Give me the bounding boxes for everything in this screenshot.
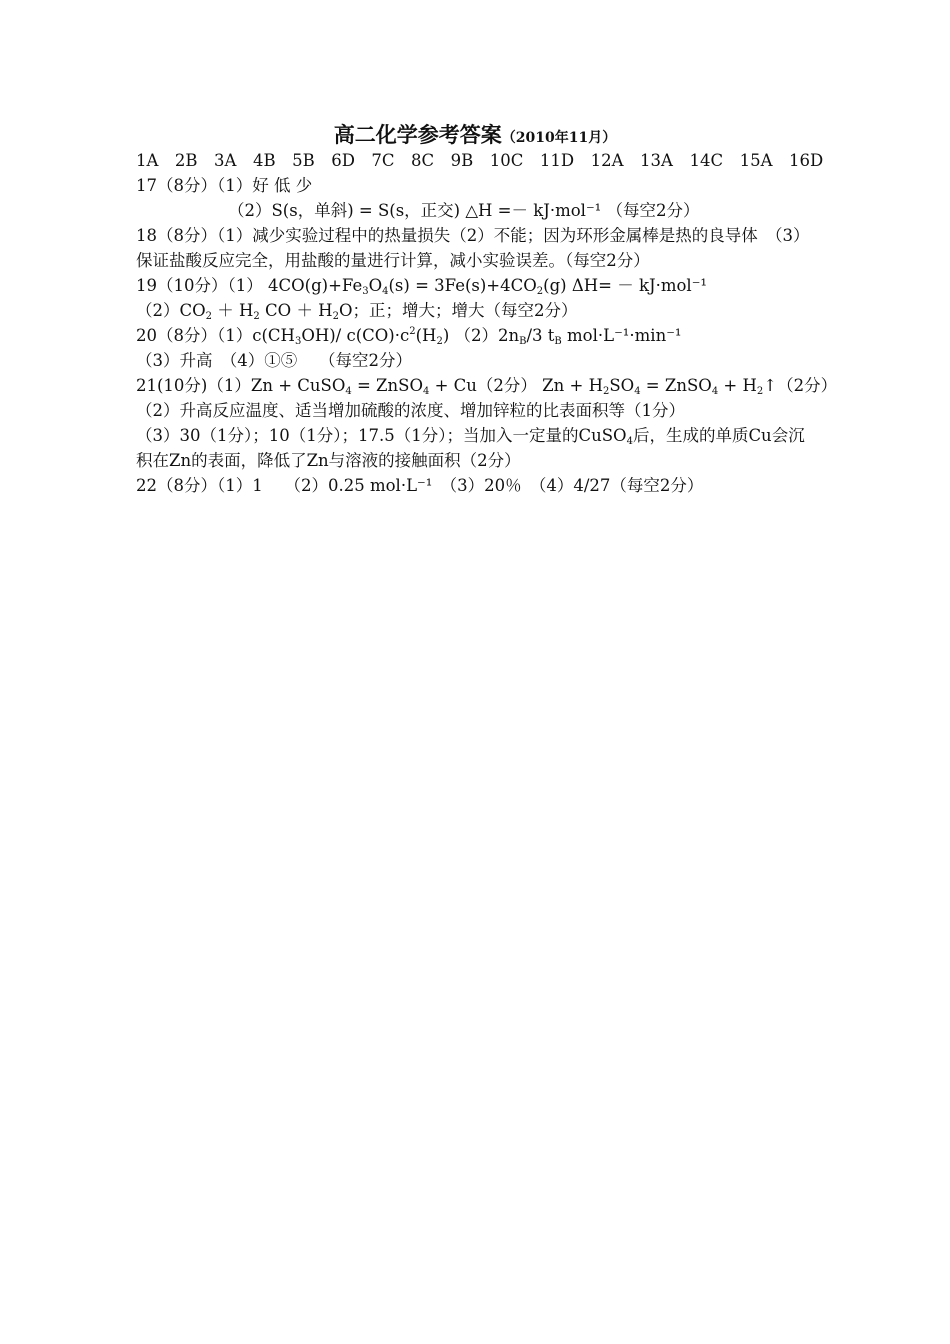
answer-17-part1: 17（8分）（1）好 低 少 xyxy=(136,176,313,195)
answer-body xyxy=(136,148,838,498)
answer-21-part2: （2）升高反应温度、适当增加硫酸的浓度、增加锌粒的比表面积等（1分） xyxy=(136,401,685,420)
title-date: （2010年11月） xyxy=(501,130,617,146)
answer-19-part2: $(2)CO_2 + H_2$ CO ＋ $H_2O$；正；增大；增大（每空2分） xyxy=(136,301,578,322)
answer-21-part1: 21(10分)（1）Zn + CuSO$_4$ = ZnSO$_4$ + Cu（2分） $Zn + H_2SO_4$ = ZnSO$_4$ + $H_2↑(2$分） xyxy=(136,376,838,397)
title-main: 高二化学参考答案 xyxy=(333,122,502,147)
answer-17-part2: （2）S(s，单斜) = S(s，正交) △H =－ kJ·mol⁻¹ （每空2分） xyxy=(228,201,700,220)
answer-18: 18（8分）（1）减少实验过程中的热量损失（2）不能；因为环形金属棒是热的良导体 （3）保证盐酸反应完全，用盐酸的量进行计算，减小实验误差。（每空2分） xyxy=(136,226,810,270)
answer-19-part1: 19（10分）（1） $4CO(g)+Fe_3O_4(s) = 3Fe(s)+4CO_2(g) \Delta H= - kJ\cdot mol^{-1}$ xyxy=(136,276,708,297)
answer-22: 22（8分）（1）1 （2）0.25 mol·L⁻¹ （3）20％ （4）4/27（每空2分） xyxy=(136,476,704,495)
choice-answers: 1A 2B 3A 4B 5B 6D 7C 8C 9B 10C 11D 12A 13A 14C 15A 16D xyxy=(136,151,824,170)
answer-21-part3: （3）30（1分）；10（1分）；17.5（1分）；当加入一定量的CuSO$_4$后，生成的单质Cu会沉积在Zn的表面，降低了Zn与溶液的接触面积（2分） xyxy=(136,426,805,470)
answer-20-part2: （3）升高 （4）①⑤ （每空2分） xyxy=(136,351,412,370)
answer-20-part1: 20（8分）$(1)c(CH_3OH)/$ $c(CO)\cdot c^2(H_2)$ $(2)2n_B/3$ $t_B$ mol·L⁻¹·min⁻¹ xyxy=(136,326,682,347)
